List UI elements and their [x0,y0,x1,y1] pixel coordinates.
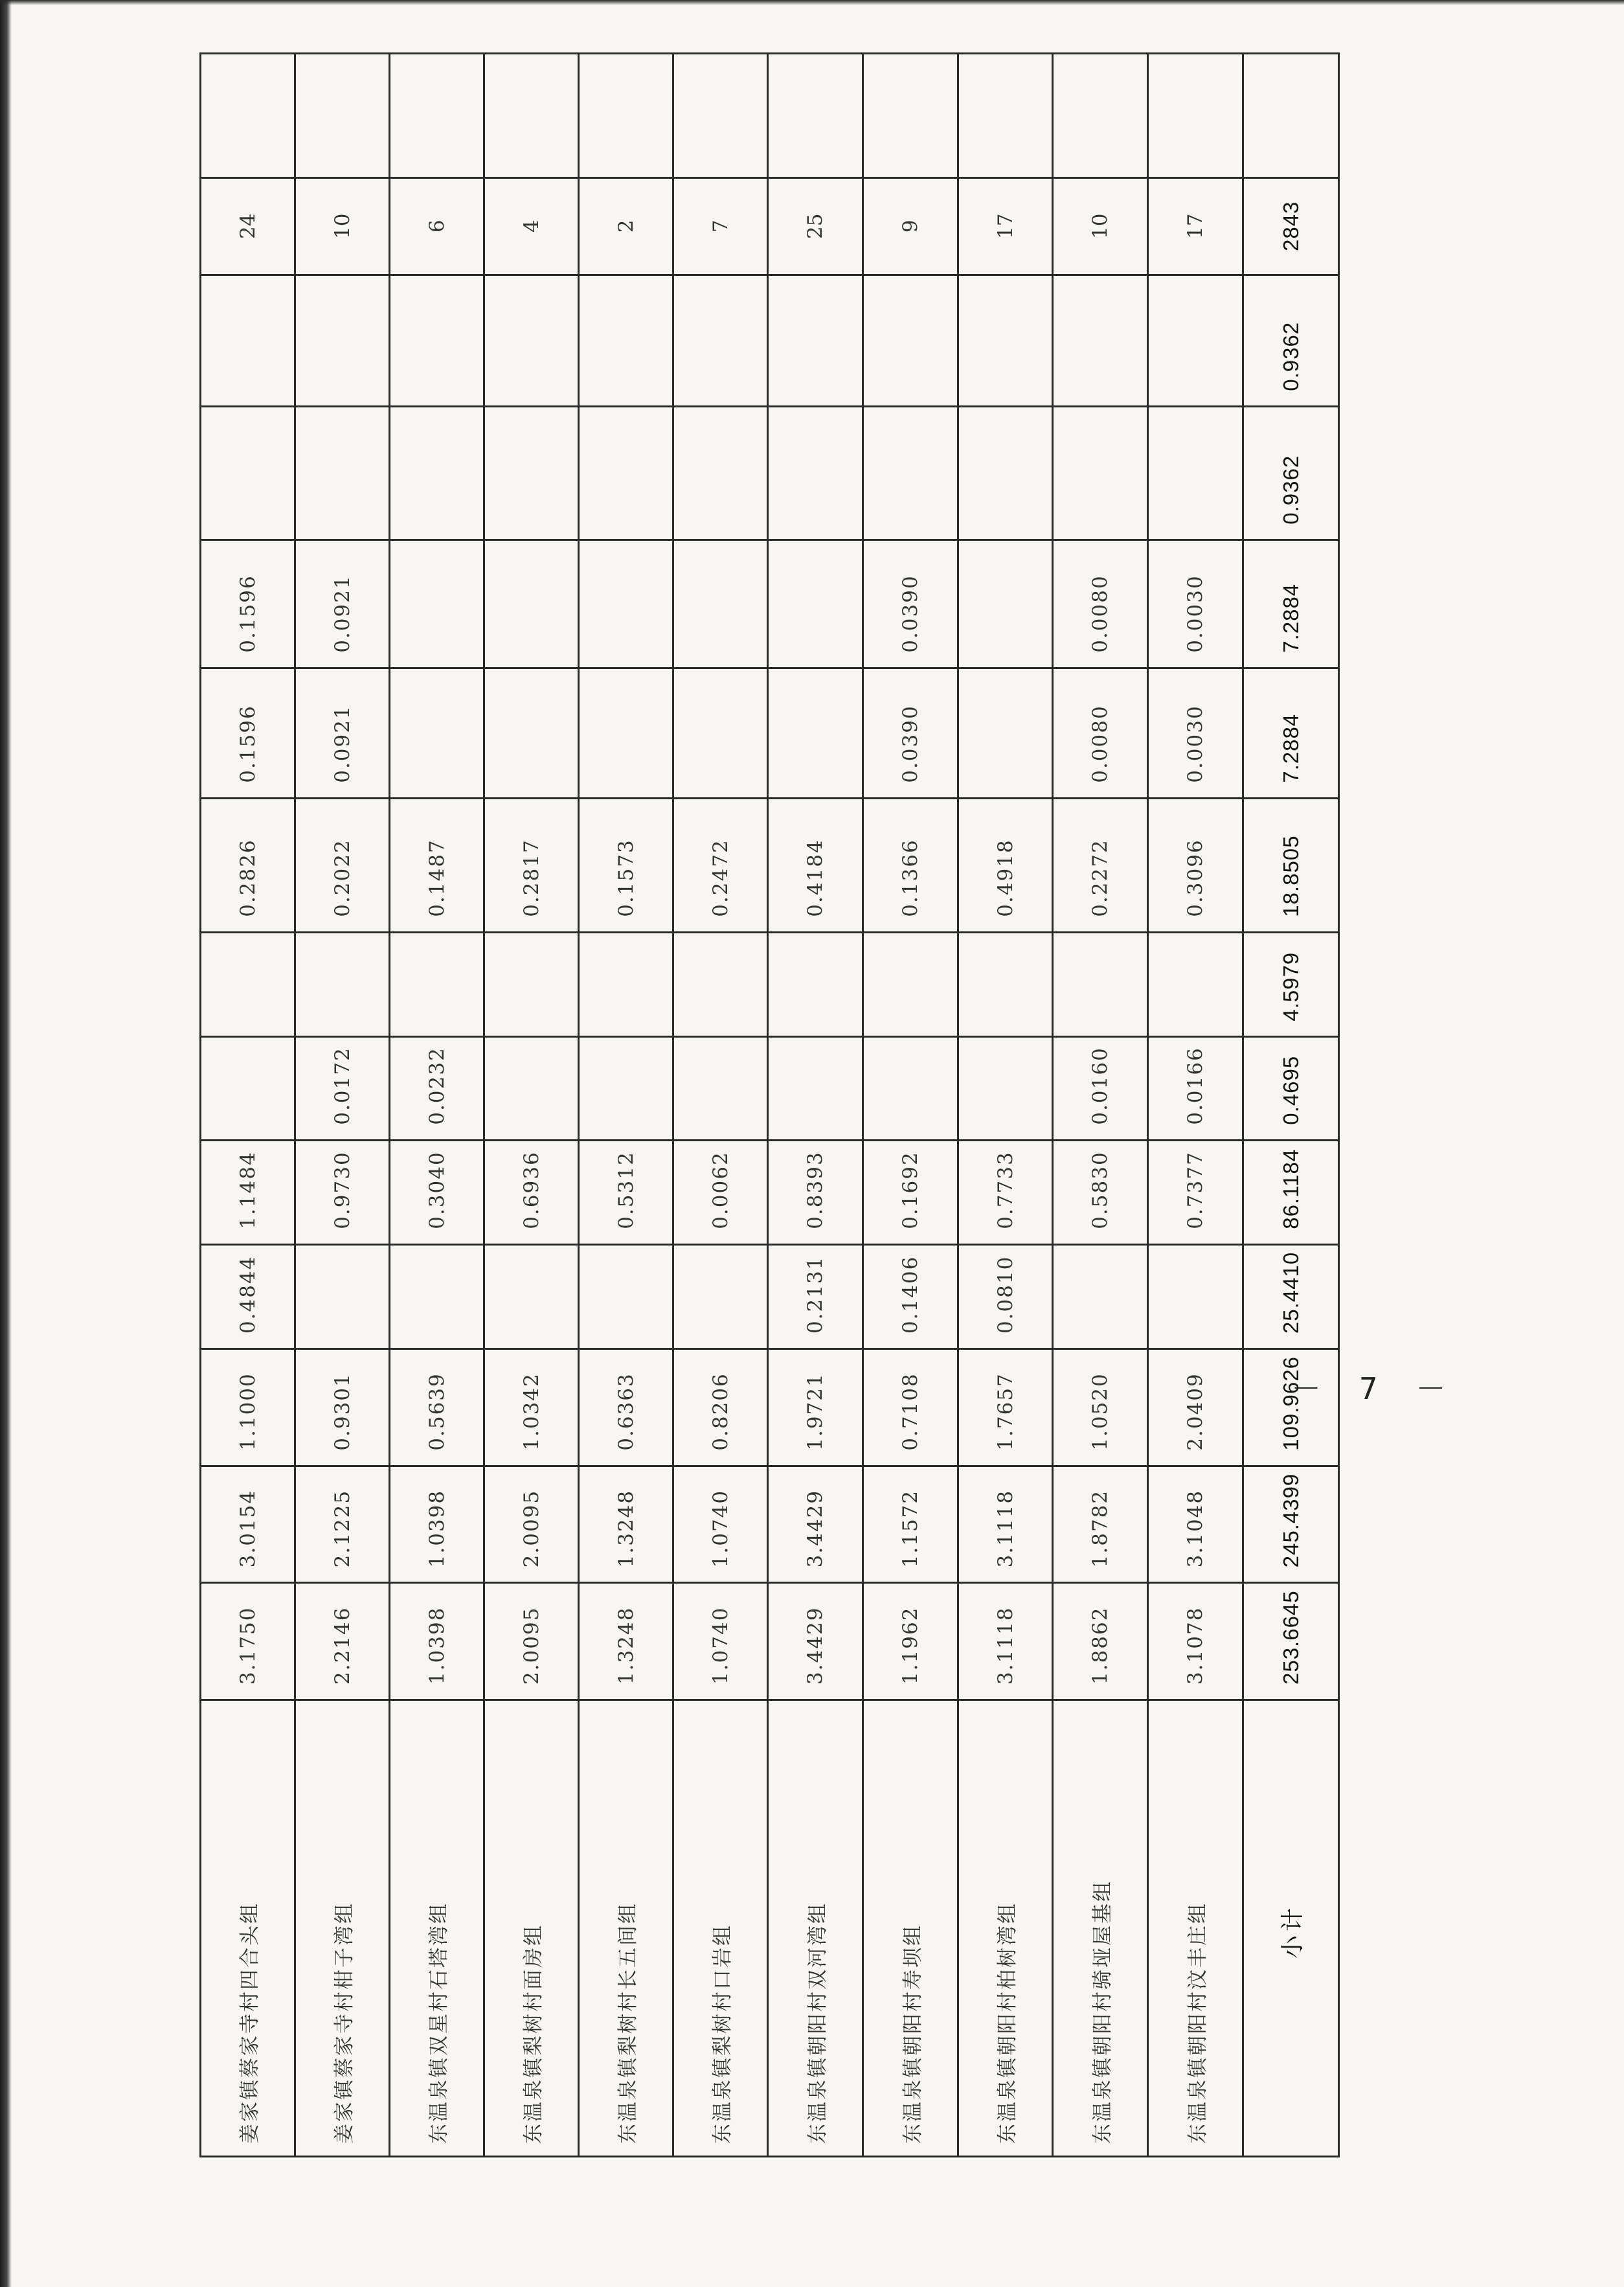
area-value-cell [390,540,484,668]
area-value-cell [673,932,768,1036]
area-value-cell: 2.0409 [1148,1349,1243,1466]
area-value-cell [295,932,390,1036]
count-cell: 2 [579,177,673,275]
area-value-cell: 109.9626 [1243,1349,1339,1466]
area-value-cell [484,275,579,406]
remark-cell [1148,53,1243,177]
area-value-cell: 0.0166 [1148,1036,1243,1140]
area-value-cell [484,932,579,1036]
area-value-cell: 0.1692 [863,1140,958,1244]
remark-cell [958,53,1053,177]
area-value-cell [673,540,768,668]
area-value-cell: 1.3248 [579,1583,673,1700]
area-value-cell: 3.4429 [768,1583,863,1700]
area-value-cell: 3.4429 [768,1466,863,1583]
area-value-cell: 245.4399 [1243,1466,1339,1583]
area-value-cell: 0.0232 [390,1036,484,1140]
area-value-cell [579,275,673,406]
area-value-cell: 0.1596 [201,540,295,668]
count-cell: 17 [958,177,1053,275]
area-value-cell: 0.4918 [958,798,1053,932]
area-value-cell: 0.2022 [295,798,390,932]
area-value-cell: 0.0080 [1053,540,1148,668]
area-value-cell: 0.0921 [295,540,390,668]
area-value-cell [958,668,1053,798]
area-value-cell: 0.0062 [673,1140,768,1244]
table-row [484,53,579,2156]
area-value-cell [201,1036,295,1140]
area-value-cell: 0.5312 [579,1140,673,1244]
count-cell: 10 [295,177,390,275]
remark-cell [863,53,958,177]
area-value-cell: 0.8393 [768,1140,863,1244]
area-value-cell [673,406,768,540]
area-value-cell: 0.4844 [201,1244,295,1348]
area-value-cell [390,1244,484,1348]
area-value-cell [958,932,1053,1036]
location-name-cell: 东温泉镇双星村石塔湾组 [390,1700,484,2157]
area-value-cell: 18.8505 [1243,798,1339,932]
area-value-cell: 2.1225 [295,1466,390,1583]
area-value-cell: 0.1366 [863,798,958,932]
area-value-cell: 0.9362 [1243,275,1339,406]
area-value-cell [863,1036,958,1140]
table-row [768,53,863,2156]
count-cell: 4 [484,177,579,275]
area-value-cell: 253.6645 [1243,1583,1339,1700]
area-value-cell [673,1036,768,1140]
area-value-cell [1148,275,1243,406]
area-value-cell: 3.1118 [958,1583,1053,1700]
area-value-cell [1053,275,1148,406]
remark-cell [295,53,390,177]
area-value-cell: 2.0095 [484,1466,579,1583]
area-value-cell: 0.7108 [863,1349,958,1466]
area-value-cell [484,668,579,798]
area-value-cell: 0.0810 [958,1244,1053,1348]
area-value-cell [201,406,295,540]
location-name-cell: 姜家镇蔡家寺村四合头组 [201,1700,295,2157]
area-value-cell [579,406,673,540]
table-row [390,53,484,2156]
area-value-cell [673,275,768,406]
area-value-cell: 0.1406 [863,1244,958,1348]
area-value-cell: 0.5639 [390,1349,484,1466]
area-value-cell [295,406,390,540]
remark-cell [390,53,484,177]
count-cell: 25 [768,177,863,275]
area-value-cell [863,932,958,1036]
location-name-cell: 东温泉镇梨树村口岩组 [673,1700,768,2157]
area-value-cell [484,1036,579,1140]
area-value-cell: 0.1573 [579,798,673,932]
remark-cell [1053,53,1148,177]
count-cell: 6 [390,177,484,275]
remark-cell [1243,53,1339,177]
area-value-cell [484,540,579,668]
area-value-cell: 0.1596 [201,668,295,798]
area-value-cell: 1.0740 [673,1466,768,1583]
area-value-cell: 3.1750 [201,1583,295,1700]
area-value-cell: 0.0172 [295,1036,390,1140]
table-row [1148,53,1243,2156]
area-value-cell: 0.4184 [768,798,863,932]
area-value-cell: 0.1487 [390,798,484,932]
area-value-cell: 1.0398 [390,1583,484,1700]
area-value-cell [1148,1244,1243,1348]
count-cell: 17 [1148,177,1243,275]
area-value-cell: 3.1078 [1148,1583,1243,1700]
area-value-cell: 7.2884 [1243,668,1339,798]
remark-cell [579,53,673,177]
area-value-cell [958,540,1053,668]
page-number: － 7 － [1291,1371,1460,1406]
area-value-cell: 0.6936 [484,1140,579,1244]
count-cell: 7 [673,177,768,275]
area-value-cell: 0.0921 [295,668,390,798]
area-value-cell: 0.3040 [390,1140,484,1244]
area-value-cell: 0.0030 [1148,668,1243,798]
area-value-cell [579,540,673,668]
location-name-cell: 姜家镇蔡家寺村柑子湾组 [295,1700,390,2157]
area-value-cell: 1.1000 [201,1349,295,1466]
location-name-cell: 东温泉镇朝阳村汶丰庄组 [1148,1700,1243,2157]
area-value-cell [768,406,863,540]
area-value-cell [579,1244,673,1348]
area-value-cell [295,275,390,406]
area-value-cell [768,540,863,668]
area-value-cell: 0.2817 [484,798,579,932]
area-value-cell [484,1244,579,1348]
area-value-cell [958,275,1053,406]
area-value-cell: 86.1184 [1243,1140,1339,1244]
table-row [958,53,1053,2156]
area-value-cell: 0.2131 [768,1244,863,1348]
area-value-cell: 0.7733 [958,1140,1053,1244]
area-value-cell [863,275,958,406]
area-value-cell: 1.8782 [1053,1466,1148,1583]
area-value-cell [1148,406,1243,540]
table-row [201,53,295,2156]
land-statistics-table [199,52,1340,2157]
location-name-cell: 东温泉镇梨树村面房组 [484,1700,579,2157]
area-value-cell [768,932,863,1036]
area-value-cell [579,932,673,1036]
area-value-cell: 1.1962 [863,1583,958,1700]
area-value-cell: 0.3096 [1148,798,1243,932]
table-row [673,53,768,2156]
remark-cell [201,53,295,177]
table-total-row [1243,53,1339,2156]
area-value-cell [768,668,863,798]
table-row [579,53,673,2156]
area-value-cell: 1.1572 [863,1466,958,1583]
area-value-cell: 4.5979 [1243,932,1339,1036]
area-value-cell [201,932,295,1036]
count-cell: 9 [863,177,958,275]
area-value-cell: 3.1048 [1148,1466,1243,1583]
area-value-cell [768,1036,863,1140]
area-value-cell [201,275,295,406]
area-value-cell: 0.2272 [1053,798,1148,932]
area-value-cell [579,1036,673,1140]
area-value-cell [1053,406,1148,540]
area-value-cell: 2.0095 [484,1583,579,1700]
area-value-cell: 0.7377 [1148,1140,1243,1244]
count-cell: 24 [201,177,295,275]
count-cell: 10 [1053,177,1148,275]
area-value-cell: 0.9301 [295,1349,390,1466]
area-value-cell [295,1244,390,1348]
location-name-cell: 东温泉镇朝阳村骑垭屋基组 [1053,1700,1148,2157]
area-value-cell: 7.2884 [1243,540,1339,668]
area-value-cell [863,406,958,540]
area-value-cell: 3.0154 [201,1466,295,1583]
area-value-cell: 0.8206 [673,1349,768,1466]
area-value-cell: 3.1118 [958,1466,1053,1583]
location-name-cell: 东温泉镇朝阳村柏树湾组 [958,1700,1053,2157]
area-value-cell: 1.0342 [484,1349,579,1466]
area-value-cell: 0.5830 [1053,1140,1148,1244]
area-value-cell: 1.9721 [768,1349,863,1466]
area-value-cell: 0.9730 [295,1140,390,1244]
area-value-cell: 0.6363 [579,1349,673,1466]
area-value-cell: 1.0398 [390,1466,484,1583]
location-name-cell: 东温泉镇朝阳村双河湾组 [768,1700,863,2157]
area-value-cell: 1.7657 [958,1349,1053,1466]
count-cell: 2843 [1243,177,1339,275]
area-value-cell: 1.0520 [1053,1349,1148,1466]
area-value-cell: 0.0390 [863,668,958,798]
area-value-cell: 1.3248 [579,1466,673,1583]
area-value-cell [958,406,1053,540]
area-value-cell: 0.0390 [863,540,958,668]
remark-cell [484,53,579,177]
area-value-cell [390,932,484,1036]
area-value-cell: 0.2472 [673,798,768,932]
area-value-cell [673,668,768,798]
area-value-cell [1053,932,1148,1036]
area-value-cell: 0.9362 [1243,406,1339,540]
table-row [1053,53,1148,2156]
area-value-cell: 25.4410 [1243,1244,1339,1348]
area-value-cell [390,275,484,406]
location-name-cell: 东温泉镇梨树村长五间组 [579,1700,673,2157]
area-value-cell: 0.2826 [201,798,295,932]
table-row [863,53,958,2156]
area-value-cell [673,1244,768,1348]
remark-cell [673,53,768,177]
area-value-cell: 0.0080 [1053,668,1148,798]
area-value-cell [390,406,484,540]
area-value-cell: 0.4695 [1243,1036,1339,1140]
area-value-cell: 0.0160 [1053,1036,1148,1140]
remark-cell [768,53,863,177]
area-value-cell: 0.0030 [1148,540,1243,668]
area-value-cell [958,1036,1053,1140]
area-value-cell [1053,1244,1148,1348]
location-name-cell: 东温泉镇朝阳村寿坝组 [863,1700,958,2157]
area-value-cell [1148,932,1243,1036]
area-value-cell [768,275,863,406]
area-value-cell [579,668,673,798]
area-value-cell: 1.0740 [673,1583,768,1700]
area-value-cell [390,668,484,798]
table-row [295,53,390,2156]
area-value-cell [484,406,579,540]
area-value-cell: 1.1484 [201,1140,295,1244]
area-value-cell: 2.2146 [295,1583,390,1700]
area-value-cell: 1.8862 [1053,1583,1148,1700]
location-name-cell: 小计 [1243,1700,1339,2157]
